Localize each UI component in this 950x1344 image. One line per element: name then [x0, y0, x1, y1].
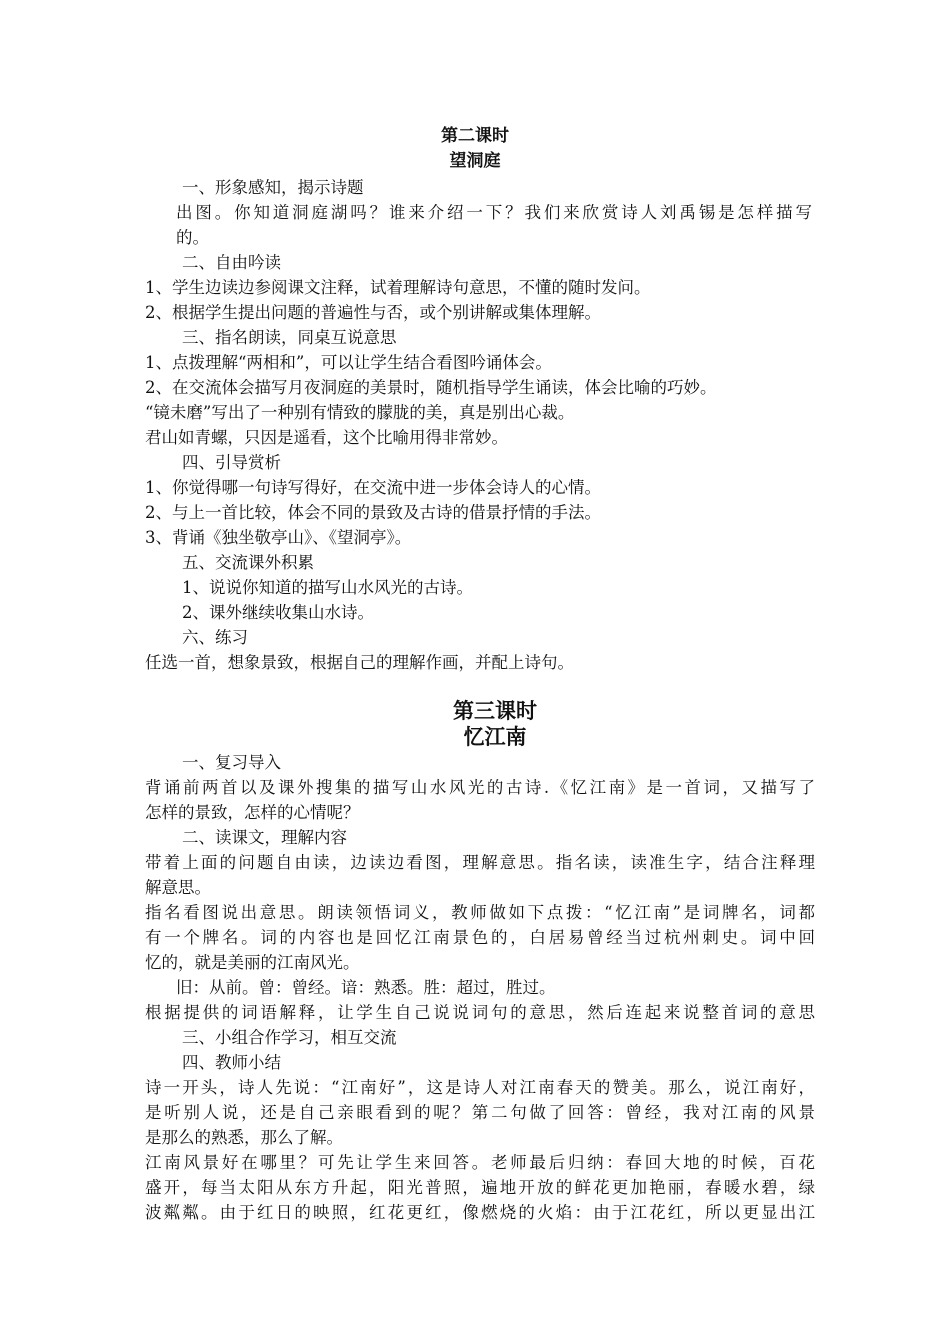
- section1-heading-5: 五、交流课外积累: [182, 553, 314, 572]
- section2-line: 背诵前两首以及课外搜集的描写山水风光的古诗.《忆江南》是一首词，又描写了: [145, 778, 815, 797]
- section1-line: 君山如青螺，只因是遥看，这个比喻用得非常妙。: [145, 428, 508, 447]
- section2-line: 指名看图说出意思。朗读领悟词义，教师做如下点拨：“忆江南”是词牌名，词都: [145, 903, 815, 922]
- section2-line: 忆的，就是美丽的江南风光。: [145, 953, 360, 972]
- section2-line: 盛开，每当太阳从东方升起，阳光普照，遍地开放的鲜花更加艳丽，春暖水碧，绿: [145, 1178, 815, 1197]
- section1-heading-1: 一、形象感知，揭示诗题: [182, 178, 364, 197]
- section2-heading-4: 四、教师小结: [182, 1053, 281, 1072]
- section1-line: 出图。你知道洞庭湖吗？谁来介绍一下？我们来欣赏诗人刘禹锡是怎样描写: [176, 203, 812, 222]
- section1-heading-2: 二、自由吟读: [182, 253, 281, 272]
- section1-line: 2、在交流体会描写月夜洞庭的美景时，随机指导学生诵读，体会比喻的巧妙。: [145, 378, 717, 397]
- section1-line: “镜未磨”写出了一种别有情致的朦胧的美，真是别出心裁。: [145, 403, 575, 422]
- section1-line: 任选一首，想象景致，根据自己的理解作画，并配上诗句。: [145, 653, 574, 672]
- section1-heading-3: 三、指名朗读，同桌互说意思: [182, 328, 397, 347]
- section1-line: 的。: [176, 228, 209, 247]
- section2-title: 第三课时: [453, 699, 537, 723]
- section2-line: 江南风景好在哪里？可先让学生来回答。老师最后归纳：春回大地的时候，百花: [145, 1153, 815, 1172]
- section1-heading-4: 四、引导赏析: [182, 453, 281, 472]
- section2-line: 根据提供的词语解释，让学生自己说说词句的意思，然后连起来说整首词的意思: [145, 1003, 815, 1022]
- section1-title: 第二课时: [441, 126, 509, 146]
- section1-line: 2、课外继续收集山水诗。: [182, 603, 374, 622]
- section1-line: 3、背诵《独坐敬亭山》、《望洞亭》。: [145, 528, 412, 547]
- section1-subtitle: 望洞庭: [449, 151, 501, 171]
- section1-line: 1、学生边读边参阅课文注释，试着理解诗句意思，不懂的随时发问。: [145, 278, 651, 297]
- section1-line: 1、点拨理解“两相和”，可以让学生结合看图吟诵体会。: [145, 353, 552, 372]
- section2-line: 解意思。: [145, 878, 211, 897]
- section2-line: 旧：从前。曾：曾经。谙：熟悉。胜：超过，胜过。: [176, 978, 556, 997]
- section1-line: 1、你觉得哪一句诗写得好，在交流中进一步体会诗人的心情。: [145, 478, 601, 497]
- section2-line: 是听别人说，还是自己亲眼看到的呢？第二句做了回答：曾经，我对江南的风景: [145, 1103, 815, 1122]
- section2-heading-3: 三、小组合作学习，相互交流: [182, 1028, 397, 1047]
- section2-line: 波粼粼。由于红日的映照，红花更红，像燃烧的火焰：由于江花红，所以更显出江: [145, 1203, 815, 1222]
- section1-heading-6: 六、练习: [182, 628, 248, 647]
- section1-line: 2、与上一首比较，体会不同的景致及古诗的借景抒情的手法。: [145, 503, 601, 522]
- section2-heading-2: 二、读课文，理解内容: [182, 828, 347, 847]
- section2-line: 是那么的熟悉，那么了解。: [145, 1128, 343, 1147]
- section2-line: 有一个牌名。词的内容也是回忆江南景色的，白居易曾经当过杭州刺史。词中回: [145, 928, 815, 947]
- section2-line: 诗一开头，诗人先说：“江南好”，这是诗人对江南春天的赞美。那么，说江南好，: [145, 1078, 815, 1097]
- section2-heading-1: 一、复习导入: [182, 753, 281, 772]
- section2-line: 带着上面的问题自由读，边读边看图，理解意思。指名读，读准生字，结合注释理: [145, 853, 815, 872]
- section2-subtitle: 忆江南: [463, 725, 527, 749]
- section1-line: 2、根据学生提出问题的普遍性与否，或个别讲解或集体理解。: [145, 303, 601, 322]
- section2-line: 怎样的景致，怎样的心情呢？: [145, 803, 360, 822]
- section1-line: 1、说说你知道的描写山水风光的古诗。: [182, 578, 473, 597]
